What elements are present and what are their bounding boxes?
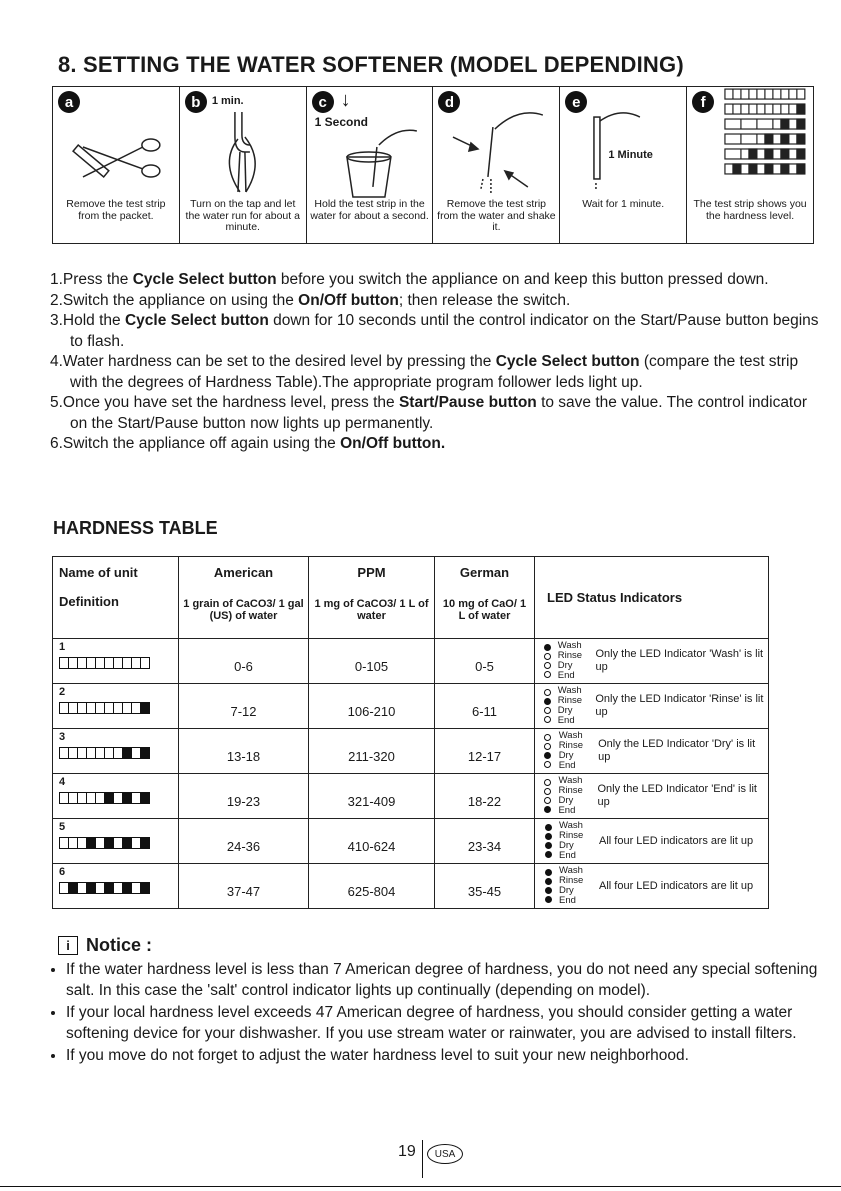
led-name: Wash bbox=[558, 775, 583, 786]
footer-divider bbox=[422, 1140, 423, 1178]
test-strips-icon bbox=[687, 87, 813, 193]
led-indicator-icon bbox=[537, 778, 558, 814]
table-row bbox=[53, 774, 769, 819]
led-status bbox=[535, 774, 768, 818]
led-names bbox=[558, 776, 597, 816]
level-number: 6 bbox=[59, 866, 66, 878]
step-label: 1 min. bbox=[211, 95, 244, 107]
led-dot bbox=[544, 698, 551, 705]
led-dot bbox=[545, 869, 552, 876]
step-badge: b bbox=[185, 91, 207, 113]
instruction-6: 6.Switch the appliance off again using the On/Off button. bbox=[50, 435, 446, 452]
step-b bbox=[180, 87, 307, 243]
shake-strip-icon bbox=[433, 107, 559, 199]
hardness-table-title: HARDNESS TABLE bbox=[53, 518, 218, 538]
level-number: 1 bbox=[59, 641, 66, 653]
led-text: All four LED indicators are lit up bbox=[599, 879, 754, 892]
led-name: Dry bbox=[557, 705, 573, 716]
led-dot bbox=[544, 788, 551, 795]
led-name: Wash bbox=[558, 730, 583, 741]
led-status bbox=[535, 639, 768, 683]
led-name: Dry bbox=[557, 660, 573, 671]
ppm-value: 0-105 bbox=[309, 639, 435, 684]
led-name: End bbox=[559, 895, 576, 906]
led-names bbox=[558, 641, 596, 681]
level-number: 4 bbox=[59, 776, 66, 788]
table-row bbox=[53, 819, 769, 864]
led-name: End bbox=[557, 715, 575, 726]
table-row bbox=[53, 639, 769, 684]
american-value: 0-6 bbox=[179, 639, 309, 684]
led-dot bbox=[545, 851, 552, 858]
led-name: Rinse bbox=[559, 875, 584, 886]
led-indicator-icon bbox=[537, 688, 558, 724]
step-caption: Wait for 1 minute. bbox=[582, 198, 665, 210]
step-e bbox=[560, 87, 687, 243]
notice-list bbox=[44, 960, 826, 1069]
notice-heading bbox=[58, 935, 152, 956]
led-dot bbox=[544, 716, 551, 723]
page-number: 19 bbox=[398, 1143, 416, 1160]
led-names bbox=[559, 821, 599, 861]
table-row bbox=[53, 684, 769, 729]
header-led-status: LED Status Indicators bbox=[547, 590, 683, 605]
led-name: Rinse bbox=[558, 740, 583, 751]
level-number: 5 bbox=[59, 821, 66, 833]
step-label: 1 Minute bbox=[608, 149, 653, 161]
header-german: German bbox=[459, 565, 510, 580]
strip-segment bbox=[140, 882, 150, 894]
led-dot bbox=[544, 752, 551, 759]
german-value: 0-5 bbox=[435, 639, 535, 684]
step-badge: e bbox=[565, 91, 587, 113]
led-name: Dry bbox=[559, 885, 574, 896]
american-value: 24-36 bbox=[179, 819, 309, 864]
test-strip-icon bbox=[59, 837, 178, 849]
header-american-def: 1 grain of CaCO3/ 1 gal (US) of water bbox=[183, 598, 304, 622]
level-number: 3 bbox=[59, 731, 66, 743]
led-dot bbox=[544, 797, 551, 804]
ppm-value: 625-804 bbox=[309, 864, 435, 909]
led-dot bbox=[544, 662, 551, 669]
led-dot bbox=[544, 671, 551, 678]
table-row bbox=[53, 864, 769, 909]
led-dot bbox=[544, 653, 551, 660]
led-dot bbox=[545, 824, 552, 831]
step-caption: The test strip shows you the hardness level. bbox=[693, 198, 807, 222]
notice-item: • If your local hardness level exceeds 47 American degree of hardness, you should consider getting a water softening device for your dishwasher. If you use stream water or rainwater, you are advised to install filters. bbox=[66, 1003, 826, 1044]
led-indicator-icon bbox=[537, 868, 559, 904]
header-german-def: 10 mg of CaO/ 1 L of water bbox=[442, 598, 527, 622]
instructions bbox=[50, 270, 820, 455]
led-indicator-icon bbox=[537, 643, 558, 679]
step-a bbox=[53, 87, 180, 243]
ppm-value: 410-624 bbox=[309, 819, 435, 864]
led-status bbox=[535, 819, 768, 863]
led-dot bbox=[545, 842, 552, 849]
german-value: 12-17 bbox=[435, 729, 535, 774]
german-value: 23-34 bbox=[435, 819, 535, 864]
header-ppm: PPM bbox=[357, 565, 386, 580]
table-row bbox=[53, 729, 769, 774]
test-strip-icon bbox=[59, 657, 178, 669]
led-names bbox=[559, 731, 598, 771]
led-dot bbox=[545, 896, 552, 903]
led-indicator-icon bbox=[537, 823, 559, 859]
scissors-icon bbox=[53, 107, 179, 199]
header-name-of-unit: Name of unit bbox=[59, 565, 138, 580]
led-dot bbox=[544, 806, 551, 813]
led-dot bbox=[545, 887, 552, 894]
header-ppm-def: 1 mg of CaCO3/ 1 L of water bbox=[314, 598, 429, 622]
led-indicator-icon bbox=[537, 733, 559, 769]
led-name: Rinse bbox=[557, 650, 583, 661]
led-name: Wash bbox=[559, 865, 583, 876]
page-bottom-rule bbox=[0, 1186, 841, 1187]
led-dot bbox=[544, 707, 551, 714]
page-title: 8. SETTING THE WATER SOFTENER (MODEL DEPENDING) bbox=[58, 52, 684, 77]
test-strip-icon bbox=[59, 792, 178, 804]
american-value: 13-18 bbox=[179, 729, 309, 774]
step-c bbox=[307, 87, 434, 243]
led-status bbox=[535, 864, 768, 908]
led-name: Wash bbox=[559, 820, 583, 831]
ppm-value: 211-320 bbox=[309, 729, 435, 774]
region-badge: USA bbox=[427, 1144, 463, 1164]
strip-segment bbox=[140, 657, 150, 669]
instruction-2: 2.Switch the appliance on using the On/Off button; then release the switch. bbox=[50, 291, 571, 309]
instruction-1: 1.Press the Cycle Select button before you switch the appliance on and keep this button pressed down. bbox=[50, 271, 769, 288]
info-icon: i bbox=[58, 936, 78, 955]
led-text: Only the LED Indicator 'Rinse' is lit up bbox=[595, 693, 764, 718]
led-names bbox=[559, 866, 599, 906]
led-name: Wash bbox=[557, 685, 582, 696]
led-name: Dry bbox=[558, 795, 574, 806]
led-name: End bbox=[558, 760, 576, 771]
instruction-4: 4.Water hardness can be set to the desired level by pressing the Cycle Select button (compare the test strip with the degrees of Hardness Table).The appropriate program follower leds light up. bbox=[50, 353, 799, 391]
level-number: 2 bbox=[59, 686, 66, 698]
german-value: 6-11 bbox=[435, 684, 535, 729]
led-name: Rinse bbox=[557, 695, 583, 706]
ppm-value: 106-210 bbox=[309, 684, 435, 729]
header-american: American bbox=[213, 565, 274, 580]
header-definition: Definition bbox=[59, 594, 119, 609]
led-name: End bbox=[557, 670, 575, 681]
led-dot bbox=[544, 743, 551, 750]
american-value: 37-47 bbox=[179, 864, 309, 909]
led-text: Only the LED Indicator 'End' is lit up bbox=[597, 783, 757, 808]
hardness-table bbox=[52, 556, 769, 909]
step-caption: Remove the test strip from the packet. bbox=[66, 198, 166, 222]
strip-segment bbox=[140, 747, 150, 759]
led-dot bbox=[544, 734, 551, 741]
step-badge: d bbox=[438, 91, 460, 113]
led-text: All four LED indicators are lit up bbox=[599, 834, 754, 847]
test-strip-icon bbox=[59, 882, 178, 894]
led-text: Only the LED Indicator 'Wash' is lit up bbox=[595, 648, 764, 673]
step-caption: Turn on the tap and let the water run for about a minute. bbox=[185, 198, 300, 233]
led-name: End bbox=[558, 805, 576, 816]
notice-item: • If you move do not forget to adjust the water hardness level to suit your new neighborhood. bbox=[66, 1046, 826, 1067]
led-name: End bbox=[559, 850, 576, 861]
led-dot bbox=[544, 761, 551, 768]
glass-strip-icon bbox=[307, 107, 433, 199]
led-name: Wash bbox=[557, 640, 582, 651]
step-caption: Hold the test strip in the water for about a second. bbox=[310, 198, 429, 222]
step-label: 1 Second bbox=[314, 115, 369, 129]
led-name: Rinse bbox=[559, 830, 584, 841]
step-badge: a bbox=[58, 91, 80, 113]
step-badge: f bbox=[692, 91, 714, 113]
led-text: Only the LED Indicator 'Dry' is lit up bbox=[598, 738, 756, 763]
led-status bbox=[535, 729, 768, 773]
led-dot bbox=[545, 833, 552, 840]
table-header-row bbox=[53, 557, 769, 639]
instruction-5: 5.Once you have set the hardness level, press the Start/Pause button to save the value. The control indicator on the Start/Pause button now lights up permanently. bbox=[50, 394, 808, 432]
strip-segment bbox=[140, 837, 150, 849]
notice-title: Notice : bbox=[86, 935, 153, 955]
tap-water-icon bbox=[180, 107, 306, 199]
step-d bbox=[433, 87, 560, 243]
strip-segment bbox=[140, 702, 150, 714]
step-badge: c bbox=[312, 91, 334, 113]
step-f bbox=[687, 87, 813, 243]
test-strip-icon bbox=[59, 747, 178, 759]
led-dot bbox=[545, 878, 552, 885]
led-name: Dry bbox=[558, 750, 574, 761]
german-value: 35-45 bbox=[435, 864, 535, 909]
led-name: Dry bbox=[559, 840, 574, 851]
german-value: 18-22 bbox=[435, 774, 535, 819]
arrow-down-icon: ↓ bbox=[340, 89, 351, 111]
american-value: 19-23 bbox=[179, 774, 309, 819]
led-dot bbox=[544, 689, 551, 696]
led-dot bbox=[544, 779, 551, 786]
steps-panel bbox=[52, 86, 814, 244]
instruction-3: 3.Hold the Cycle Select button down for 10 seconds until the control indicator on the Start/Pause button begins to flash. bbox=[50, 312, 819, 350]
ppm-value: 321-409 bbox=[309, 774, 435, 819]
led-names bbox=[558, 686, 596, 726]
test-strip-icon bbox=[59, 702, 178, 714]
step-caption: Remove the test strip from the water and shake it. bbox=[437, 198, 556, 233]
led-dot bbox=[544, 644, 551, 651]
american-value: 7-12 bbox=[179, 684, 309, 729]
led-name: Rinse bbox=[558, 785, 583, 796]
strip-segment bbox=[140, 792, 150, 804]
notice-item: • If the water hardness level is less than 7 American degree of hardness, you do not need any special softening salt. In this case the 'salt' control indicator lights up continually (depending on model). bbox=[66, 960, 826, 1001]
led-status bbox=[535, 684, 768, 728]
